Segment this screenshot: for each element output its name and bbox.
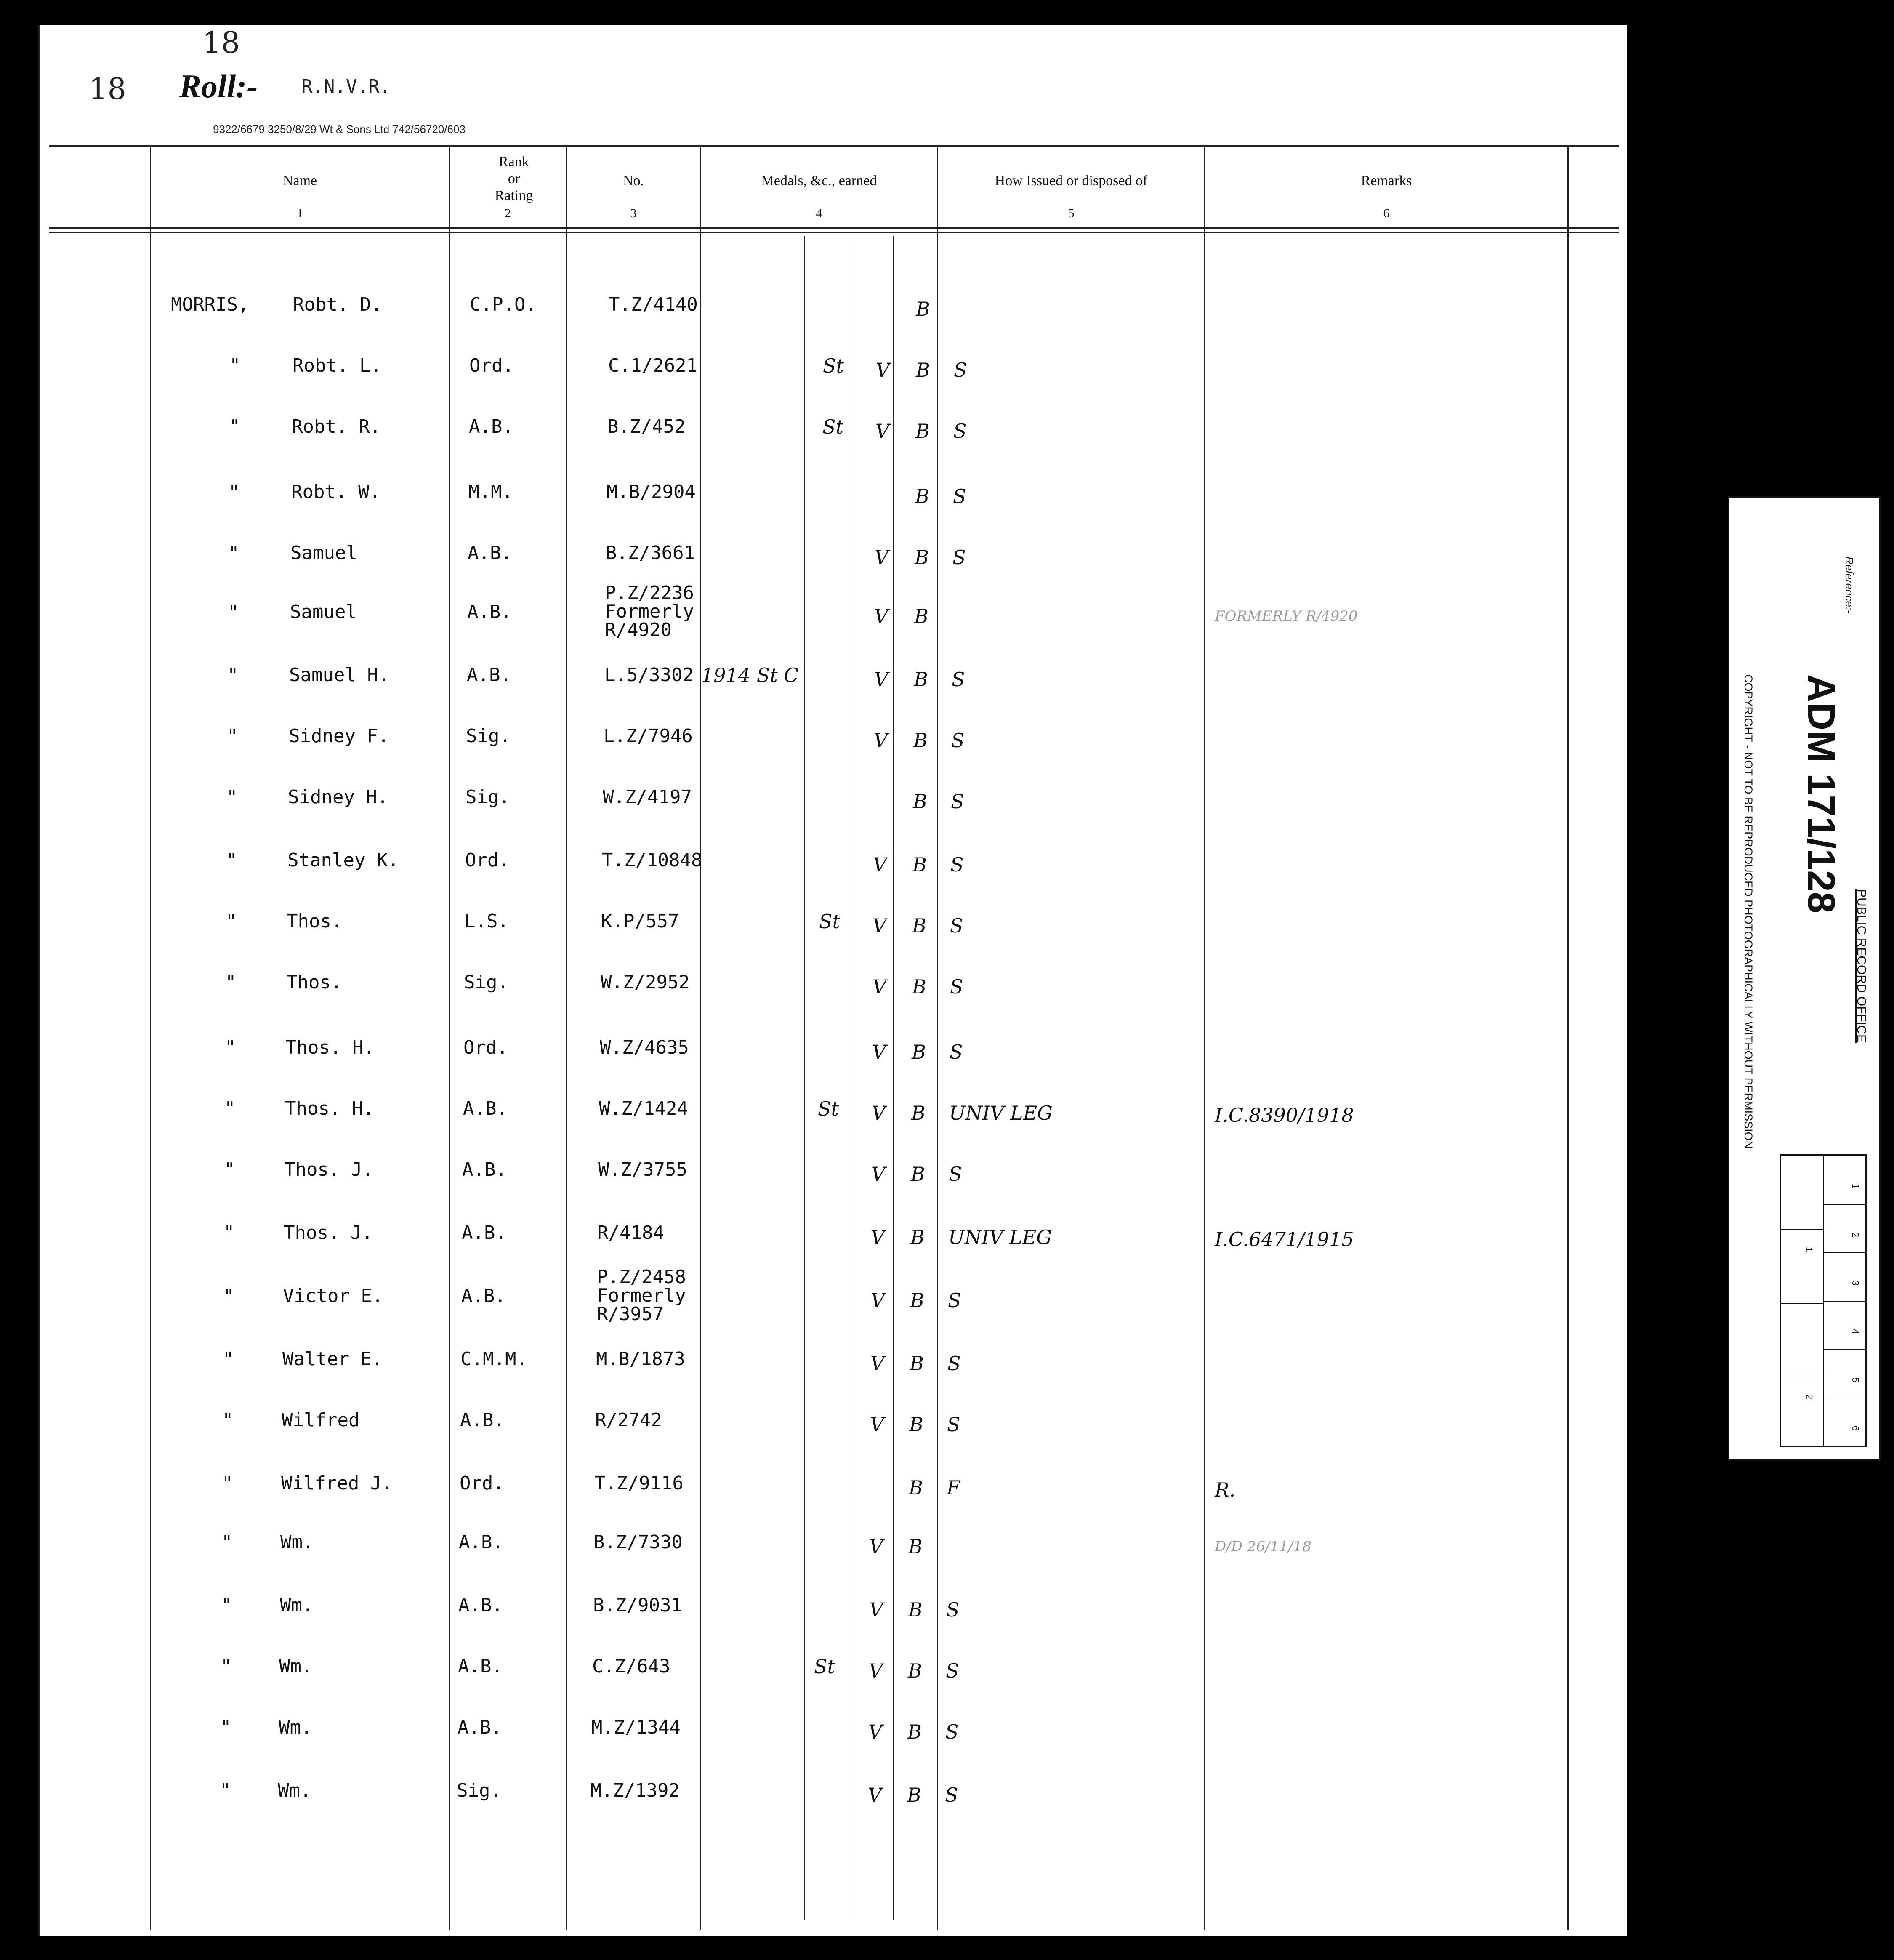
medal-victory: V: [873, 914, 887, 937]
entry-service-number: C.Z/643: [592, 1656, 670, 1677]
medal-victory: V: [872, 1102, 886, 1124]
col-remarks-head: Remarks: [1361, 173, 1412, 189]
medal-british-war: B: [909, 1413, 923, 1436]
entry-rank: A.B.: [458, 1656, 503, 1677]
medal-british-war: B: [914, 605, 928, 628]
register-page: [38, 25, 1627, 1936]
top-rule: [49, 145, 1619, 147]
entry-given-name: Wm.: [278, 1780, 311, 1801]
medal-british-war: B: [913, 729, 928, 752]
medal-british-war: B: [908, 1535, 923, 1558]
entry-rank: A.B.: [458, 1595, 503, 1616]
medal-british-war: B: [912, 975, 926, 998]
folio-number-left: 18: [89, 72, 127, 106]
medal-victory: V: [875, 546, 889, 569]
col-rule-5: [1204, 145, 1205, 1930]
entry-service-number: T.Z/10848: [602, 850, 702, 871]
entry-rank: A.B.: [462, 1159, 507, 1180]
entry-surname: ": [222, 1409, 234, 1431]
entry-given-name: Thos.: [286, 972, 342, 993]
issued-status: S: [946, 1598, 960, 1621]
entry-service-number: P.Z/2458: [597, 1266, 686, 1288]
issued-status: S: [950, 853, 964, 876]
entry-rank: M.M.: [468, 481, 513, 503]
entry-given-name: Stanley K.: [287, 850, 399, 871]
entry-rank: A.B.: [468, 542, 512, 564]
medal-british-war: B: [915, 546, 929, 569]
medal-british-war: B: [914, 668, 928, 691]
medal-star: St: [818, 1097, 839, 1120]
entry-given-name: Walter E.: [282, 1348, 383, 1370]
ruler-cm-6: 6: [1850, 1425, 1861, 1431]
col-rule-3: [700, 145, 701, 1930]
medal-british-war: B: [912, 853, 927, 876]
entry-surname: ": [228, 542, 239, 564]
reference-label: Reference:-: [1843, 557, 1856, 614]
entry-service-number: Formerly: [597, 1285, 686, 1306]
medal-victory: V: [876, 359, 890, 381]
entry-service-number: W.Z/1424: [599, 1098, 688, 1119]
entry-surname: ": [223, 1348, 234, 1370]
entry-given-name: Wm.: [280, 1531, 314, 1553]
entry-rank: A.B.: [461, 1285, 506, 1307]
entry-given-name: Thos. J.: [284, 1222, 373, 1244]
entry-rank: C.P.O.: [470, 294, 537, 315]
header-rule-2: [49, 232, 1619, 233]
entry-given-name: Wilfred: [282, 1409, 360, 1431]
entry-given-name: Wilfred J.: [281, 1473, 393, 1494]
medal-british-war: B: [910, 1352, 924, 1375]
medal-victory: V: [871, 1289, 885, 1312]
medal-victory: V: [868, 1720, 883, 1743]
entry-given-name: Sidney H.: [288, 786, 388, 808]
medal-british-war: B: [908, 1659, 922, 1682]
issued-status: S: [945, 1784, 958, 1806]
entry-rank: Sig.: [457, 1780, 501, 1801]
folio-number-top: 18: [202, 25, 240, 60]
col-issued-num: 5: [1068, 206, 1075, 220]
entry-surname: ": [223, 1285, 234, 1307]
roll-value: R.N.V.R.: [301, 76, 391, 97]
medal-victory: V: [870, 1413, 884, 1436]
medal-victory: V: [873, 853, 887, 876]
entry-given-name: Thos.: [287, 911, 343, 932]
entry-given-name: Robt. R.: [292, 416, 381, 437]
entry-service-number: W.Z/3755: [598, 1159, 687, 1180]
entry-surname: ": [220, 1717, 231, 1738]
entry-given-name: Wm.: [279, 1717, 312, 1738]
medal-british-war: B: [915, 485, 929, 508]
medal-british-war: B: [912, 1041, 926, 1063]
piece-reference: ADM 171/128: [1800, 674, 1843, 913]
issued-status: S: [947, 1413, 960, 1436]
issued-status: S: [946, 1659, 959, 1682]
ruler-in-1: 1: [1804, 1246, 1815, 1252]
entry-surname: ": [223, 1222, 235, 1244]
medal-british-war: B: [915, 420, 930, 442]
entry-service-number: M.B/2904: [607, 481, 696, 503]
entry-surname: ": [226, 850, 237, 871]
entry-rank: Ord.: [460, 1473, 504, 1494]
entry-given-name: Robt. W.: [291, 481, 380, 503]
issued-status: UNIV LEG: [949, 1102, 1053, 1124]
entry-service-number: P.Z/2236: [605, 582, 694, 604]
entry-surname: ": [227, 725, 238, 747]
entry-surname: ": [229, 481, 240, 503]
entry-given-name: Thos. H.: [285, 1098, 374, 1119]
entry-given-name: Wm.: [280, 1595, 314, 1616]
entry-rank: A.B.: [462, 1222, 506, 1244]
entry-service-number: T.Z/4140: [609, 294, 698, 315]
entry-given-name: Samuel: [290, 542, 357, 564]
medal-victory: V: [875, 420, 890, 442]
issued-status: S: [952, 668, 965, 691]
col-issued-head: How Issued or disposed of: [995, 173, 1148, 189]
ruler-cm-1: 1: [1850, 1183, 1861, 1189]
medal-victory: V: [869, 1659, 883, 1682]
col-name-num: 1: [297, 206, 303, 220]
col-no-num: 3: [630, 206, 637, 220]
medal-star: St: [814, 1655, 835, 1678]
entry-service-number: L.5/3302: [604, 664, 694, 686]
issued-status: S: [951, 729, 965, 752]
entry-rank: L.S.: [464, 911, 509, 932]
col-no-head: No.: [622, 173, 644, 189]
entry-service-number: L.Z/7946: [604, 725, 693, 747]
medal-victory: V: [869, 1535, 883, 1558]
entry-rank: Sig.: [466, 725, 511, 747]
medal-star: St: [822, 415, 843, 438]
col-rule-4: [937, 145, 938, 1930]
col-remarks-num: 6: [1383, 206, 1390, 220]
col-rule-left: [150, 145, 151, 1930]
roll-label: Roll:-: [179, 68, 258, 104]
col-medals-head: Medals, &c., earned: [761, 173, 877, 189]
col-medals-num: 4: [816, 206, 822, 220]
entry-service-number: W.Z/4197: [603, 786, 692, 808]
entry-surname: ": [221, 1656, 232, 1677]
entry-remarks: I.C.8390/1918: [1215, 1104, 1354, 1126]
entry-service-number: R/2742: [595, 1409, 662, 1431]
medal-british-war: B: [911, 1102, 926, 1124]
entry-given-name: Robt. L.: [293, 355, 382, 376]
entry-service-number: Formerly: [605, 601, 694, 622]
entry-surname: MORRIS,: [171, 294, 249, 315]
medal-british-war: B: [910, 1226, 925, 1249]
copyright-notice: COPYRIGHT - NOT TO BE REPRODUCED PHOTOGRAPHICALLY WITHOUT PERMISSION: [1742, 674, 1755, 1149]
entry-rank: A.B.: [463, 1098, 508, 1119]
entry-service-number: M.Z/1344: [591, 1717, 681, 1738]
col-rule-4c: [893, 236, 894, 1920]
entry-service-number: B.Z/452: [607, 416, 686, 437]
issued-status: S: [953, 420, 967, 442]
medal-1914-star: 1914 St C: [701, 664, 799, 687]
entry-service-number: R/3957: [597, 1303, 664, 1325]
medal-victory: V: [874, 668, 888, 691]
entry-surname: ": [222, 1473, 233, 1494]
entry-rank: A.B.: [459, 1531, 503, 1553]
col-rank-head: Rank or Rating: [495, 154, 533, 203]
office-name: PUBLIC RECORD OFFICE: [1854, 889, 1868, 1043]
col-rule-6: [1567, 145, 1569, 1930]
entry-surname: ": [226, 911, 237, 932]
entry-service-number: M.Z/1392: [591, 1780, 680, 1801]
entry-surname: ": [224, 1159, 235, 1180]
medal-star: St: [819, 910, 840, 933]
issued-status: S: [950, 1041, 963, 1063]
entry-surname: ": [224, 1098, 236, 1119]
col-rule-2: [566, 145, 567, 1930]
entry-rank: A.B.: [467, 664, 511, 686]
entry-given-name: Victor E.: [283, 1285, 383, 1307]
entry-surname: ": [226, 786, 238, 808]
issued-status: S: [954, 359, 967, 381]
entry-rank: Ord.: [465, 850, 510, 871]
medal-british-war: B: [908, 1598, 923, 1621]
entry-rank: A.B.: [469, 416, 513, 437]
col-rule-1: [449, 145, 450, 1930]
entry-given-name: Thos. H.: [285, 1037, 375, 1058]
medal-british-war: B: [913, 790, 927, 813]
medal-victory: V: [871, 1226, 885, 1249]
medal-british-war: B: [907, 1784, 921, 1806]
entry-rank: A.B.: [458, 1717, 502, 1738]
ruler-cm-3: 3: [1850, 1280, 1861, 1286]
col-rank-num: 2: [505, 206, 511, 220]
entry-rank: A.B.: [460, 1409, 505, 1431]
entry-service-number: M.B/1873: [596, 1348, 685, 1370]
medal-star: St: [823, 354, 844, 377]
issued-status: S: [951, 790, 964, 813]
entry-rank: C.M.M.: [460, 1348, 527, 1370]
issued-status: S: [947, 1352, 961, 1375]
entry-given-name: Samuel: [290, 601, 357, 623]
entry-service-number: B.Z/7330: [593, 1531, 683, 1553]
entry-service-number: B.Z/3661: [606, 542, 695, 564]
entry-rank: Sig.: [464, 972, 508, 993]
ruler-cm-4: 4: [1850, 1329, 1861, 1334]
printer-line: 9322/6679 3250/8/29 Wt & Sons Ltd 742/56720/603: [213, 123, 466, 136]
reference-card: [1728, 496, 1881, 1461]
medal-british-war: B: [916, 298, 930, 320]
medal-victory: V: [870, 1352, 885, 1375]
medal-british-war: B: [916, 359, 930, 381]
header-rule: [49, 227, 1619, 229]
entry-remarks: D/D 26/11/18: [1215, 1538, 1311, 1555]
ruler-in-2: 2: [1804, 1394, 1815, 1400]
medal-british-war: B: [912, 914, 926, 937]
entry-rank: Ord.: [463, 1037, 508, 1058]
entry-service-number: T.Z/9116: [594, 1473, 684, 1494]
medal-british-war: B: [907, 1720, 922, 1743]
medal-victory: V: [871, 1163, 886, 1185]
entry-surname: ": [229, 355, 241, 376]
medal-victory: V: [874, 729, 888, 752]
medal-victory: V: [873, 975, 887, 998]
entry-service-number: R/4920: [605, 619, 672, 641]
entry-service-number: B.Z/9031: [593, 1595, 682, 1616]
entry-given-name: Samuel H.: [289, 664, 390, 686]
entry-rank: Sig.: [466, 786, 510, 808]
issued-status: F: [947, 1476, 960, 1499]
entry-rank: Ord.: [469, 355, 514, 376]
entry-service-number: W.Z/4635: [600, 1037, 689, 1058]
entry-remarks: I.C.6471/1915: [1215, 1228, 1354, 1251]
entry-given-name: Wm.: [279, 1656, 313, 1677]
issued-status: S: [945, 1720, 959, 1743]
entry-service-number: K.P/557: [601, 911, 679, 932]
entry-surname: ": [225, 972, 237, 993]
entry-surname: ": [227, 664, 239, 686]
issued-status: S: [953, 485, 966, 508]
issued-status: UNIV LEG: [948, 1226, 1052, 1249]
entry-rank: A.B.: [467, 601, 512, 623]
entry-given-name: Sidney F.: [289, 725, 389, 747]
entry-given-name: Thos. J.: [284, 1159, 373, 1180]
entry-given-name: Robt. D.: [293, 294, 382, 315]
medal-victory: V: [872, 1041, 886, 1063]
ruler-cm-2: 2: [1850, 1232, 1861, 1238]
entry-surname: ": [225, 1037, 236, 1058]
entry-surname: ": [221, 1531, 233, 1553]
entry-surname: ": [229, 416, 240, 437]
entry-service-number: C.1/2621: [608, 355, 697, 376]
issued-status: S: [948, 1289, 961, 1312]
scale-ruler: [1780, 1154, 1867, 1447]
medal-victory: V: [869, 1598, 883, 1621]
issued-status: S: [950, 975, 963, 998]
medal-victory: V: [874, 605, 888, 628]
medal-british-war: B: [909, 1476, 923, 1499]
medal-victory: V: [868, 1784, 882, 1806]
ruler-cm-5: 5: [1850, 1377, 1861, 1383]
entry-surname: ": [228, 601, 239, 623]
entry-service-number: W.Z/2952: [601, 972, 690, 993]
issued-status: S: [950, 914, 963, 937]
col-rule-4a: [804, 236, 805, 1920]
issued-status: S: [952, 546, 966, 569]
entry-surname: ": [221, 1595, 232, 1616]
entry-surname: ": [220, 1780, 231, 1801]
medal-british-war: B: [910, 1289, 924, 1312]
entry-remarks: FORMERLY R/4920: [1215, 608, 1358, 625]
col-name-head: Name: [282, 173, 317, 189]
entry-remarks: R.: [1215, 1478, 1236, 1501]
entry-service-number: R/4184: [597, 1222, 664, 1244]
medal-british-war: B: [911, 1163, 925, 1185]
issued-status: S: [949, 1163, 962, 1185]
